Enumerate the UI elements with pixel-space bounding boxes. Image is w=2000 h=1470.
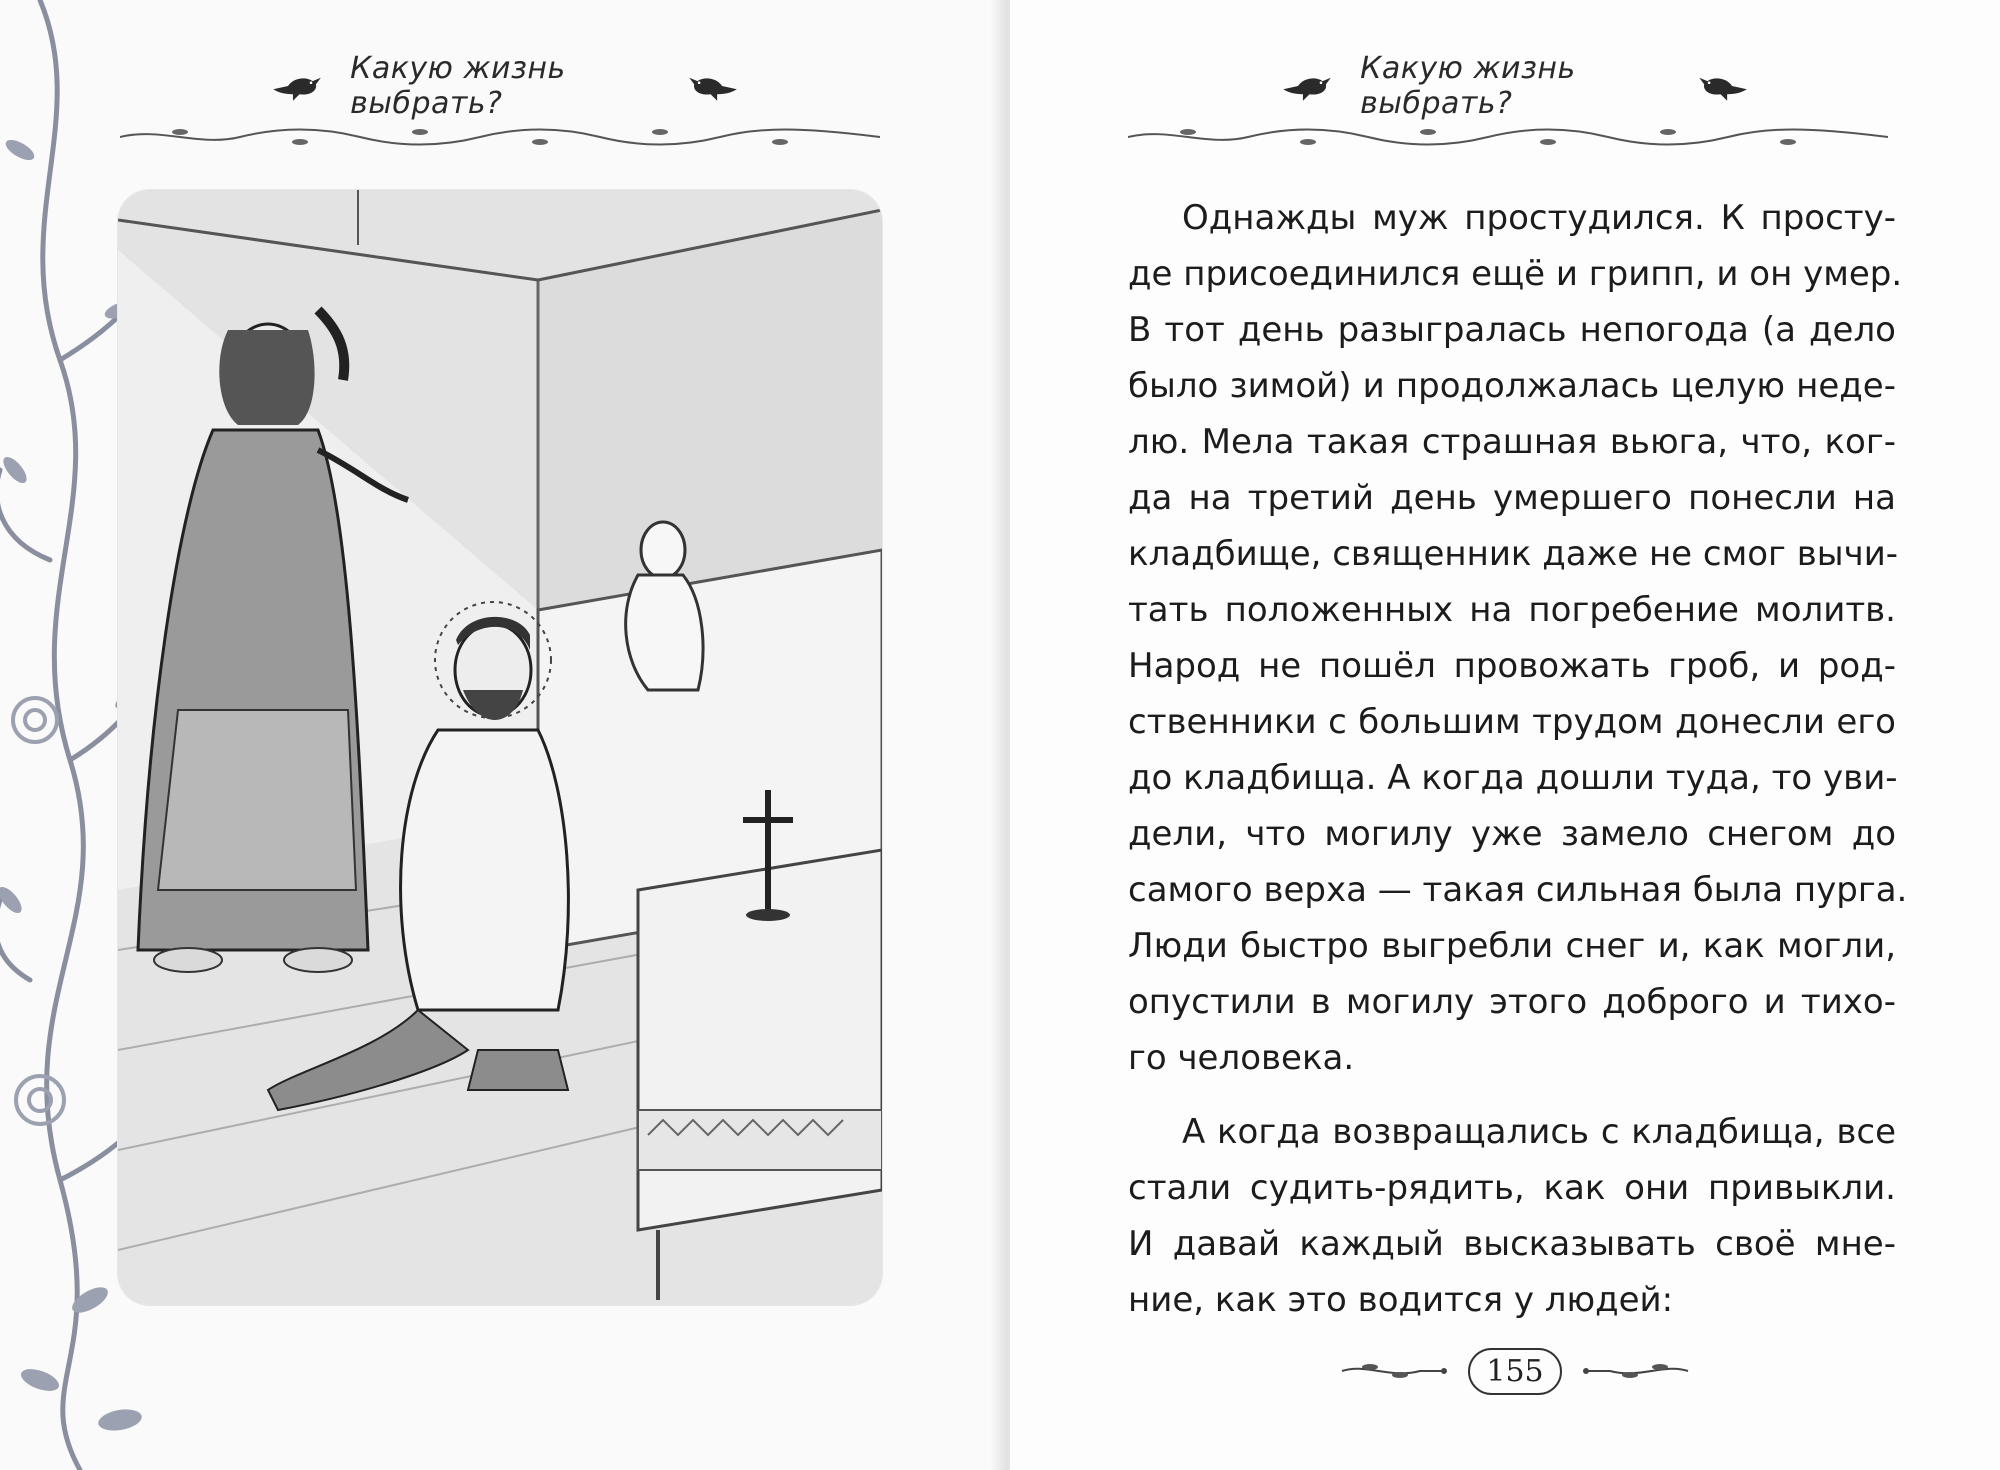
text-line: В тот день разыгралась непогода (а дело bbox=[1128, 310, 1896, 350]
running-head-left bbox=[270, 51, 740, 121]
text-line: лю. Мела такая страшная вьюга, что, ког- bbox=[1128, 422, 1896, 462]
text-line: А когда возвращались с кладбища, все bbox=[1182, 1112, 1896, 1152]
text-line: го человека. bbox=[1128, 1038, 1355, 1078]
text-line: ние, как это водится у людей: bbox=[1128, 1280, 1674, 1320]
text-line: Люди быстро выгребли снег и, как могли, bbox=[1128, 926, 1896, 966]
text-line: кладбище, священник даже не смог вычи- bbox=[1128, 534, 1899, 574]
body-text bbox=[1128, 190, 1908, 1328]
running-head-title: Какую жизнь выбрать? bbox=[1360, 51, 1576, 121]
text-line: Народ не пошёл провожать гроб, и род- bbox=[1128, 646, 1896, 686]
bird-icon bbox=[270, 64, 324, 108]
illustration bbox=[118, 190, 882, 1305]
paragraph bbox=[1128, 1104, 1896, 1328]
bird-icon bbox=[686, 64, 740, 108]
running-head-title: Какую жизнь выбрать? bbox=[350, 51, 566, 121]
paragraph-gap bbox=[1128, 1086, 1896, 1104]
text-line: самого верха — такая сильная была пурга. bbox=[1128, 870, 1908, 910]
page-number: 155 bbox=[1468, 1348, 1561, 1395]
text-line: было зимой) и продолжалась целую неде- bbox=[1128, 366, 1896, 406]
bird-icon bbox=[1696, 64, 1750, 108]
text-line: опустили в могилу этого доброго и тихо- bbox=[1128, 982, 1896, 1022]
text-line: да на третий день умершего понесли на bbox=[1128, 478, 1896, 518]
text-line: тать положенных на погребение молитв. bbox=[1128, 590, 1896, 630]
leaf-flourish-icon bbox=[1340, 1359, 1450, 1383]
leaf-flourish-icon bbox=[1580, 1359, 1690, 1383]
text-line: дели, что могилу уже замело снегом до bbox=[1128, 814, 1896, 854]
leaf-flourish-icon bbox=[1128, 122, 1888, 152]
paragraph bbox=[1128, 190, 1908, 1086]
bird-icon bbox=[1280, 64, 1334, 108]
running-head-right bbox=[1280, 51, 1750, 121]
leaf-flourish-icon bbox=[120, 122, 880, 152]
text-line: до кладбища. А когда дошли туда, то уви- bbox=[1128, 758, 1898, 798]
text-line: стали судить-рядить, как они привыкли. bbox=[1128, 1168, 1896, 1208]
page-number-area bbox=[1335, 1343, 1695, 1399]
text-line: Однажды муж простудился. К просту- bbox=[1182, 198, 1896, 238]
text-line: И давай каждый высказывать своё мне- bbox=[1128, 1224, 1896, 1264]
text-line: ственники с большим трудом донесли его bbox=[1128, 702, 1896, 742]
text-line: де присоединился ещё и грипп, и он умер. bbox=[1128, 254, 1903, 294]
